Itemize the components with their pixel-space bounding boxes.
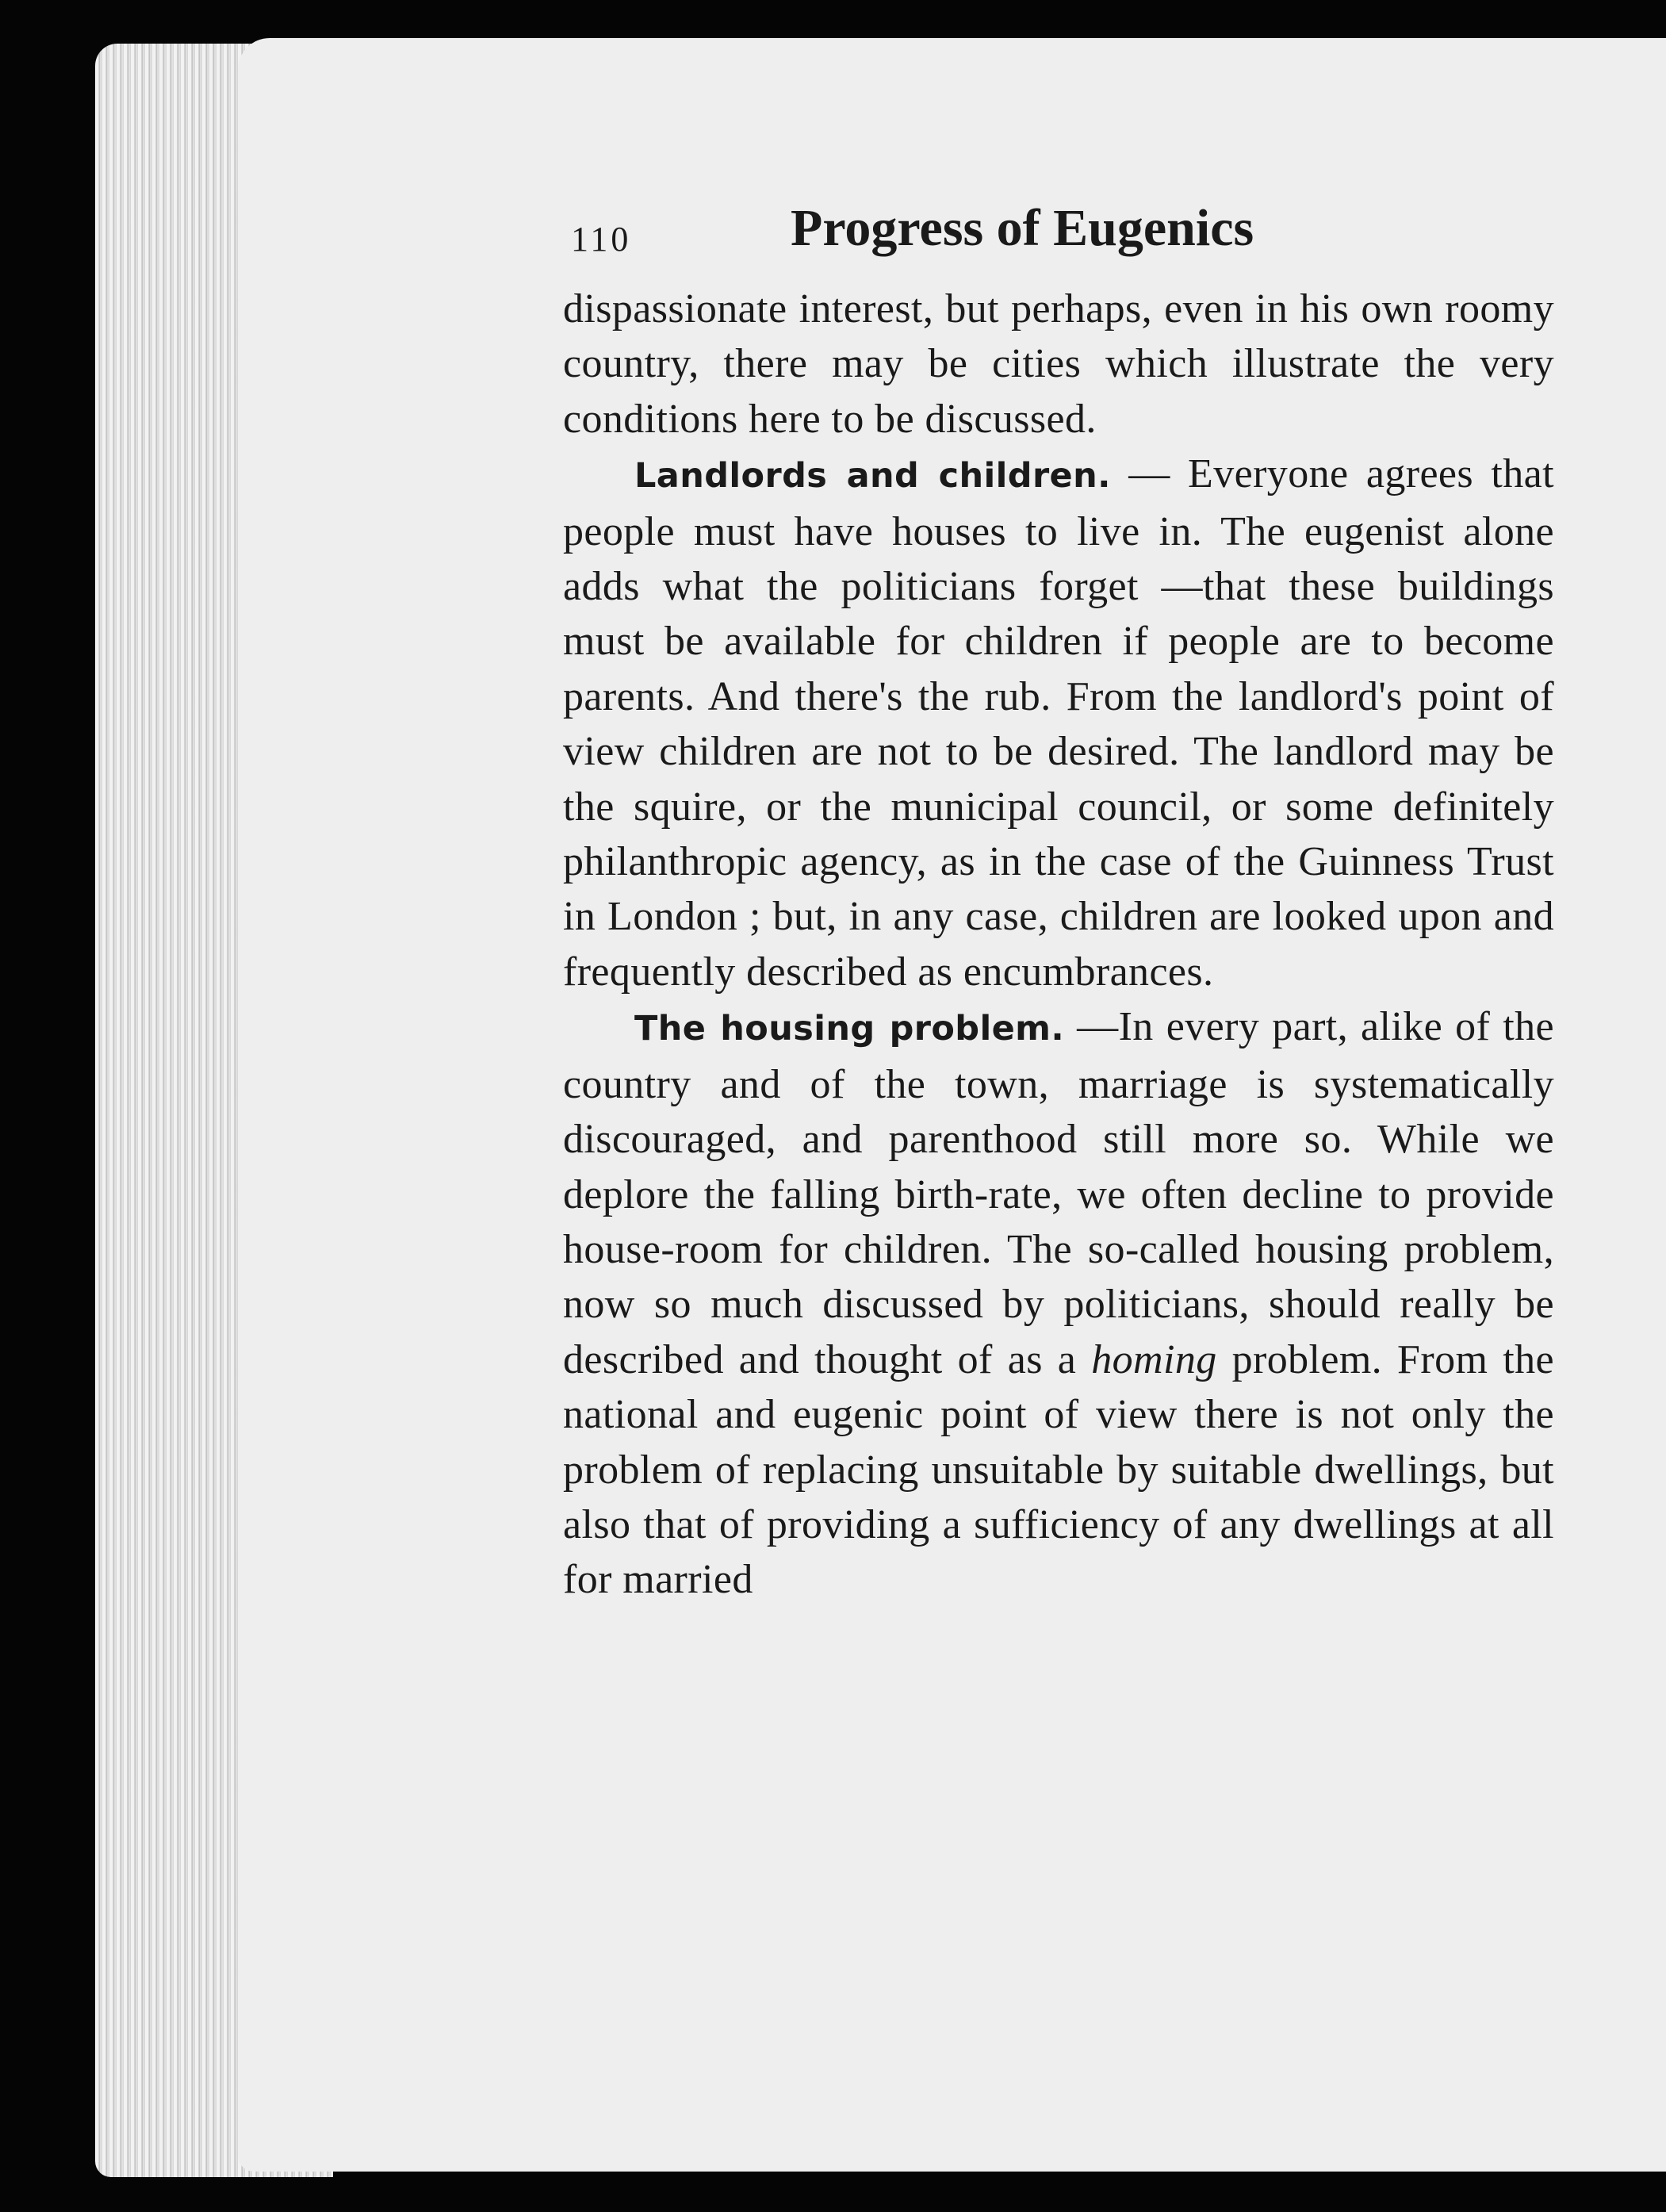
paragraph-1-text: dispassionate interest, but perhaps, even in his own roomy country, there may be cities which illustrate the very conditions here to be discussed. (563, 286, 1554, 442)
paragraph-2-text: — Everyone agrees that people must have houses to live in. The eugenist alone adds what the politicians forget —that these buildings must be available for children if people are to become parents. And there's the rub. From the landlord's point of view children are not to be desired. The landlord may be the squire, or the municipal council, or some definitely philanthropic agency, as in the case of the Guinness Trust in London ; but, in any case, children are looked upon and frequently described as encumbrances. (563, 451, 1554, 995)
running-title: Progress of Eugenics (791, 199, 1254, 257)
side-heading-landlords: Landlords and children. (634, 456, 1111, 496)
text-block (563, 282, 1554, 1608)
paragraph-3 (563, 999, 1554, 1607)
paragraph-2 (563, 447, 1554, 999)
paragraph-3-text-a: —In every part, alike of the country and of the town, marriage is systematically discouraged, and parenthood still more so. While we deplore the falling birth-rate, we often decline to provide house-room for children. The so-called housing problem, now so much discussed by politicians, should really be described and thought of as a (563, 1004, 1554, 1382)
side-heading-housing: The housing problem. (634, 1009, 1065, 1049)
running-head (571, 198, 1554, 270)
emphasis-homing: homing (1091, 1336, 1217, 1382)
paragraph-1 (563, 282, 1554, 447)
page-number: 110 (571, 220, 632, 259)
paragraph-3-text-b: problem. From the national and eugenic point of view there is not only the problem of replacing unsuitable by suitable dwellings, but also that of providing a sufficiency of any dwellings at all for married (563, 1336, 1554, 1603)
